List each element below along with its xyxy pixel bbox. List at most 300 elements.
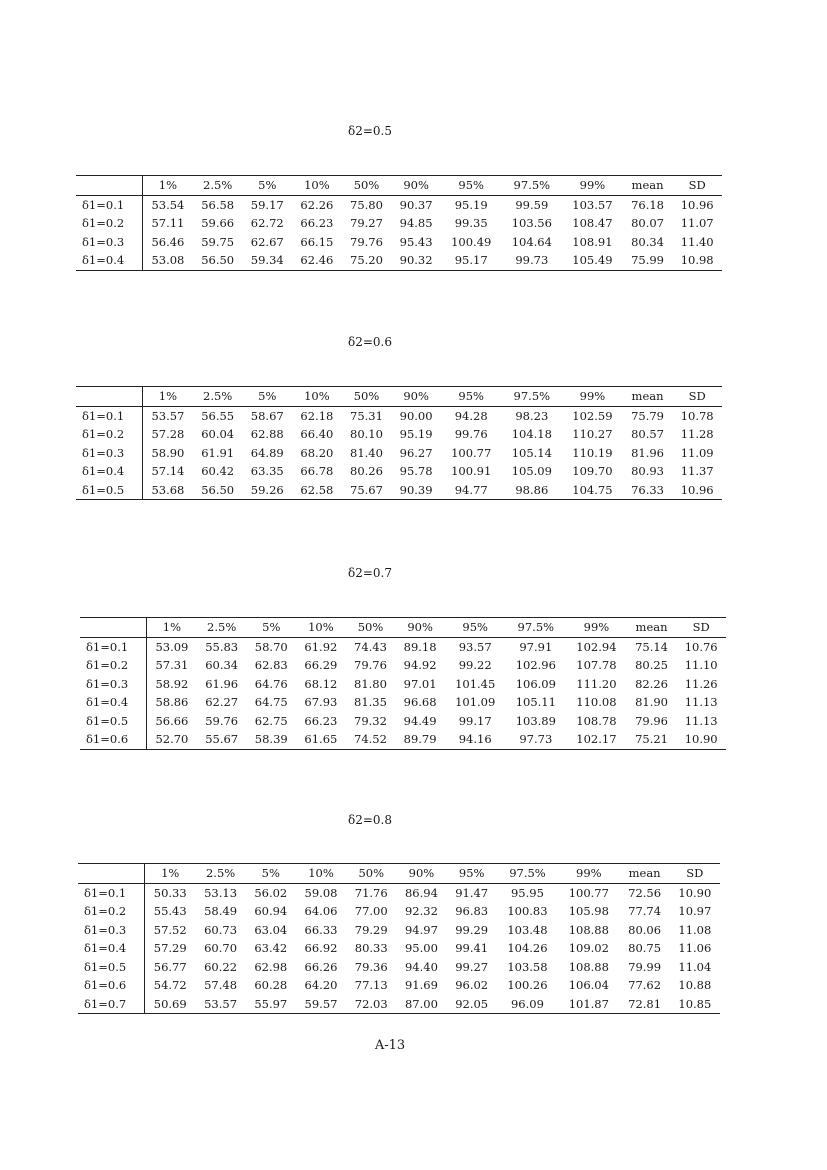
- table-cell: 106.09: [515, 676, 556, 691]
- table-cell: 80.93: [631, 464, 664, 478]
- row-label: δ1=0.1: [76, 195, 143, 214]
- column-header: 90%: [391, 387, 441, 407]
- table-cell: 53.09: [155, 639, 189, 654]
- table-cell: 10.88: [678, 978, 712, 992]
- table-cell: 63.35: [250, 464, 284, 478]
- table-cell: 80.10: [350, 427, 383, 441]
- column-header: 1%: [147, 618, 197, 638]
- table-row: [78, 976, 720, 995]
- table-cell: 111.20: [576, 676, 617, 691]
- table-cell: 57.11: [151, 216, 185, 230]
- row-label: δ1=0.4: [80, 693, 147, 712]
- table-cell: 57.31: [155, 658, 189, 672]
- table-cell: 81.90: [635, 695, 668, 709]
- table-cell: 11.04: [678, 959, 712, 974]
- table-cell: 59.17: [250, 197, 284, 212]
- table-row: [76, 214, 722, 233]
- row-label: δ1=0.1: [80, 637, 147, 656]
- table-cell: 80.26: [350, 464, 383, 478]
- table-cell: 104.64: [511, 234, 552, 249]
- table-cell: 53.57: [195, 995, 245, 1014]
- table-cell: 99.27: [455, 959, 489, 974]
- table-cell: 61.91: [201, 445, 235, 460]
- table-cell: 82.26: [635, 676, 668, 691]
- table-cell: 102.59: [572, 408, 613, 423]
- table-row: [76, 481, 722, 500]
- row-label: δ1=0.2: [76, 425, 143, 444]
- table-cell: 50.69: [145, 995, 196, 1014]
- table-cell: 108.88: [568, 959, 609, 974]
- table-cell: 89.79: [395, 730, 445, 749]
- table-cell: 60.34: [205, 658, 239, 672]
- table-cell: 56.55: [201, 408, 235, 423]
- table-cell: 64.06: [304, 904, 338, 918]
- table-row: [76, 425, 722, 444]
- column-header: 50%: [342, 176, 392, 196]
- stats-table: [76, 386, 722, 500]
- table-cell: 105.49: [562, 251, 623, 270]
- table-cell: 57.48: [204, 978, 238, 992]
- table-cell: 66.92: [304, 941, 338, 955]
- table-cell: 56.50: [193, 481, 243, 500]
- table-cell: 108.47: [572, 216, 613, 230]
- column-header: 95%: [445, 618, 506, 638]
- table-cell: 95.17: [441, 251, 502, 270]
- page-number: A-13: [374, 1038, 406, 1053]
- table-cell: 11.07: [680, 216, 714, 230]
- table-cell: 71.76: [354, 885, 388, 900]
- table-cell: 57.52: [153, 922, 187, 937]
- table-cell: 10.76: [684, 639, 718, 654]
- table-cell: 60.70: [204, 941, 238, 955]
- table-cell: 66.33: [304, 922, 338, 937]
- table-cell: 64.76: [254, 676, 288, 691]
- table-cell: 64.20: [304, 978, 338, 992]
- header-corner: [76, 176, 143, 196]
- table-cell: 103.56: [511, 216, 552, 230]
- table-cell: 90.37: [399, 197, 433, 212]
- row-label: δ1=0.2: [78, 902, 145, 921]
- table-cell: 10.96: [680, 197, 714, 212]
- table-cell: 11.10: [684, 658, 718, 672]
- table-cell: 87.00: [396, 995, 446, 1014]
- table-cell: 101.09: [455, 695, 496, 709]
- table-cell: 95.19: [454, 197, 488, 212]
- table-cell: 95.78: [399, 464, 433, 478]
- header-row: [76, 387, 722, 407]
- table-cell: 94.77: [441, 481, 502, 500]
- table-row: [80, 675, 726, 694]
- table-row: [80, 730, 726, 749]
- table-cell: 102.17: [566, 730, 627, 749]
- table-row: [78, 939, 720, 958]
- table-cell: 74.43: [354, 639, 387, 654]
- table-cell: 103.89: [515, 713, 556, 728]
- column-header: SD: [672, 387, 722, 407]
- header-row: [76, 176, 722, 196]
- table-row: [78, 883, 720, 902]
- table-cell: 59.26: [242, 481, 292, 500]
- table-cell: 57.14: [151, 464, 185, 478]
- table-cell: 60.22: [204, 959, 238, 974]
- table-cell: 61.96: [205, 676, 239, 691]
- column-header: mean: [627, 618, 677, 638]
- table-title: δ2=0.6: [348, 335, 392, 349]
- table-cell: 59.75: [201, 234, 235, 249]
- table-cell: 103.57: [572, 197, 613, 212]
- column-header: SD: [672, 176, 722, 196]
- table-row: [80, 693, 726, 712]
- table-row: [76, 233, 722, 252]
- table-cell: 76.18: [631, 197, 664, 212]
- table-cell: 60.94: [254, 904, 288, 918]
- table-cell: 98.23: [515, 408, 549, 423]
- table-cell: 11.40: [680, 234, 714, 249]
- table-cell: 107.78: [576, 658, 617, 672]
- table-cell: 62.26: [300, 197, 334, 212]
- table-cell: 93.57: [458, 639, 492, 654]
- row-label: δ1=0.1: [76, 406, 143, 425]
- row-label: δ1=0.3: [80, 675, 147, 694]
- table-row: [76, 251, 722, 270]
- table-cell: 60.28: [254, 978, 288, 992]
- table-cell: 95.00: [404, 941, 438, 955]
- row-label: δ1=0.3: [76, 444, 143, 463]
- table-cell: 100.77: [451, 445, 492, 460]
- table-row: [76, 444, 722, 463]
- table-cell: 91.69: [404, 978, 438, 992]
- table-cell: 99.17: [458, 713, 492, 728]
- table-cell: 90.39: [391, 481, 441, 500]
- table-cell: 80.25: [635, 658, 668, 672]
- table-cell: 90.32: [391, 251, 441, 270]
- table-cell: 99.35: [454, 216, 488, 230]
- header-row: [80, 618, 726, 638]
- row-label: δ1=0.7: [78, 995, 145, 1014]
- table-cell: 63.04: [254, 922, 288, 937]
- column-header: 5%: [242, 176, 292, 196]
- table-cell: 80.57: [631, 427, 664, 441]
- column-header: 90%: [396, 864, 446, 884]
- table-cell: 11.37: [680, 464, 714, 478]
- table-cell: 89.18: [403, 639, 437, 654]
- row-label: δ1=0.6: [78, 976, 145, 995]
- table-cell: 108.88: [568, 922, 609, 937]
- table-cell: 57.28: [151, 427, 185, 441]
- table-row: [80, 712, 726, 731]
- table-cell: 66.23: [300, 216, 334, 230]
- table-cell: 104.18: [511, 427, 552, 441]
- table-cell: 108.78: [576, 713, 617, 728]
- table-cell: 75.99: [623, 251, 673, 270]
- column-header: 99%: [562, 176, 623, 196]
- table-row: [76, 462, 722, 481]
- table-row: [80, 656, 726, 675]
- row-label: δ1=0.2: [80, 656, 147, 675]
- row-label: δ1=0.4: [76, 251, 143, 270]
- table-cell: 77.00: [354, 904, 388, 918]
- table-cell: 96.09: [497, 995, 558, 1014]
- table-cell: 77.74: [628, 904, 662, 918]
- table-cell: 81.96: [631, 445, 664, 460]
- column-header: 95%: [441, 387, 502, 407]
- table-cell: 64.89: [250, 445, 284, 460]
- table-cell: 72.81: [620, 995, 670, 1014]
- table-title: δ2=0.7: [348, 566, 392, 580]
- column-header: 90%: [395, 618, 445, 638]
- table-cell: 105.14: [511, 445, 552, 460]
- table-cell: 96.02: [455, 978, 489, 992]
- column-header: 5%: [246, 618, 296, 638]
- table-cell: 11.13: [684, 695, 718, 709]
- row-label: δ1=0.6: [80, 730, 147, 749]
- table-cell: 53.08: [143, 251, 193, 270]
- table-cell: 58.39: [246, 730, 296, 749]
- table-row: [78, 902, 720, 921]
- column-header: 10%: [296, 618, 346, 638]
- table-cell: 66.26: [304, 959, 338, 974]
- table-cell: 109.70: [572, 464, 613, 478]
- table-title: δ2=0.8: [348, 813, 392, 827]
- table-row: [76, 406, 722, 425]
- table-cell: 96.27: [399, 445, 433, 460]
- table-cell: 80.06: [628, 922, 662, 937]
- header-corner: [76, 387, 143, 407]
- table-cell: 56.02: [254, 885, 288, 900]
- table-cell: 11.26: [684, 676, 718, 691]
- table-cell: 109.02: [568, 941, 609, 955]
- table-cell: 81.35: [354, 695, 387, 709]
- row-label: δ1=0.4: [78, 939, 145, 958]
- row-label: δ1=0.4: [76, 462, 143, 481]
- table-cell: 77.13: [354, 978, 388, 992]
- table-cell: 56.77: [153, 959, 187, 974]
- table-cell: 79.27: [350, 216, 383, 230]
- table-cell: 66.23: [304, 713, 338, 728]
- row-label: δ1=0.1: [78, 883, 145, 902]
- table-cell: 103.48: [507, 922, 548, 937]
- table-cell: 79.32: [354, 713, 387, 728]
- table-cell: 66.40: [300, 427, 334, 441]
- column-header: 99%: [558, 864, 619, 884]
- table-cell: 95.43: [399, 234, 433, 249]
- column-header: 2.5%: [195, 864, 245, 884]
- table-cell: 100.77: [568, 885, 609, 900]
- table-cell: 80.75: [628, 941, 662, 955]
- table-cell: 100.91: [451, 464, 492, 478]
- column-header: 2.5%: [197, 618, 247, 638]
- table-cell: 105.11: [515, 695, 556, 709]
- table-cell: 104.26: [507, 941, 548, 955]
- table-cell: 59.66: [201, 216, 235, 230]
- table-cell: 10.78: [680, 408, 714, 423]
- table-cell: 105.09: [511, 464, 552, 478]
- table-cell: 80.33: [354, 941, 388, 955]
- column-header: 10%: [296, 864, 346, 884]
- table-cell: 55.97: [246, 995, 296, 1014]
- table-cell: 79.76: [354, 658, 387, 672]
- column-header: 95%: [447, 864, 497, 884]
- table-cell: 80.07: [631, 216, 664, 230]
- table-cell: 63.42: [254, 941, 288, 955]
- table-cell: 62.98: [254, 959, 288, 974]
- table-cell: 110.27: [572, 427, 613, 441]
- header-corner: [78, 864, 145, 884]
- table-cell: 95.95: [510, 885, 544, 900]
- table-cell: 76.33: [623, 481, 673, 500]
- table-cell: 100.49: [451, 234, 492, 249]
- column-header: 97.5%: [502, 387, 563, 407]
- table-cell: 75.14: [635, 639, 668, 654]
- table-cell: 11.13: [684, 713, 718, 728]
- table-cell: 55.67: [197, 730, 247, 749]
- table-cell: 66.29: [304, 658, 338, 672]
- row-label: δ1=0.5: [78, 958, 145, 977]
- table-cell: 81.40: [350, 445, 383, 460]
- table-cell: 110.19: [572, 445, 613, 460]
- column-header: 2.5%: [193, 387, 243, 407]
- table-cell: 94.97: [404, 922, 438, 937]
- table-cell: 105.98: [568, 904, 609, 918]
- column-header: 90%: [391, 176, 441, 196]
- column-header: SD: [676, 618, 726, 638]
- table-cell: 101.45: [455, 676, 496, 691]
- table-cell: 74.52: [346, 730, 396, 749]
- column-header: mean: [623, 176, 673, 196]
- table-cell: 58.90: [151, 445, 185, 460]
- table-cell: 64.75: [254, 695, 288, 709]
- table-cell: 67.93: [304, 695, 338, 709]
- table-cell: 59.57: [296, 995, 346, 1014]
- table-cell: 75.31: [350, 408, 383, 423]
- table-cell: 62.75: [254, 713, 288, 728]
- table-cell: 62.18: [300, 408, 334, 423]
- table-cell: 58.49: [204, 904, 238, 918]
- table-cell: 99.76: [454, 427, 488, 441]
- column-header: 97.5%: [506, 618, 567, 638]
- table-cell: 94.28: [454, 408, 488, 423]
- column-header: 97.5%: [502, 176, 563, 196]
- table-cell: 62.67: [250, 234, 284, 249]
- table-cell: 57.29: [153, 941, 187, 955]
- table-cell: 97.91: [519, 639, 553, 654]
- table-cell: 75.21: [627, 730, 677, 749]
- table-cell: 75.20: [342, 251, 392, 270]
- column-header: 10%: [292, 176, 342, 196]
- table-cell: 97.01: [403, 676, 437, 691]
- table-cell: 56.50: [193, 251, 243, 270]
- table-cell: 99.22: [458, 658, 492, 672]
- table-cell: 53.68: [143, 481, 193, 500]
- header-corner: [80, 618, 147, 638]
- table-cell: 55.83: [205, 639, 239, 654]
- table-cell: 106.04: [568, 978, 609, 992]
- table-cell: 54.72: [153, 978, 187, 992]
- table-cell: 97.73: [506, 730, 567, 749]
- table-cell: 79.96: [635, 713, 668, 728]
- row-label: δ1=0.5: [76, 481, 143, 500]
- table-cell: 102.94: [576, 639, 617, 654]
- column-header: 97.5%: [497, 864, 558, 884]
- table-cell: 102.96: [515, 658, 556, 672]
- column-header: 99%: [562, 387, 623, 407]
- table-cell: 103.58: [507, 959, 548, 974]
- table-cell: 94.92: [403, 658, 437, 672]
- table-cell: 98.86: [502, 481, 563, 500]
- table-cell: 53.13: [204, 885, 238, 900]
- table-cell: 58.67: [250, 408, 284, 423]
- table-cell: 92.05: [447, 995, 497, 1014]
- table-row: [78, 995, 720, 1014]
- column-header: 50%: [342, 387, 392, 407]
- table-cell: 58.92: [155, 676, 189, 691]
- table-cell: 79.29: [354, 922, 388, 937]
- table-cell: 99.59: [515, 197, 549, 212]
- table-cell: 68.12: [304, 676, 338, 691]
- row-label: δ1=0.2: [76, 214, 143, 233]
- table-cell: 77.62: [628, 978, 662, 992]
- table-cell: 11.06: [678, 941, 712, 955]
- table-cell: 50.33: [153, 885, 187, 900]
- table-cell: 10.97: [678, 904, 712, 918]
- row-label: δ1=0.5: [80, 712, 147, 731]
- table-cell: 58.70: [254, 639, 288, 654]
- table-cell: 86.94: [404, 885, 438, 900]
- table-cell: 62.88: [250, 427, 284, 441]
- table-cell: 91.47: [455, 885, 489, 900]
- table-cell: 59.08: [304, 885, 338, 900]
- table-cell: 56.46: [151, 234, 185, 249]
- table-cell: 62.83: [254, 658, 288, 672]
- column-header: 50%: [346, 618, 396, 638]
- table-cell: 75.67: [342, 481, 392, 500]
- table-cell: 75.80: [350, 197, 383, 212]
- table-cell: 11.09: [680, 445, 714, 460]
- table-cell: 60.42: [201, 464, 235, 478]
- table-cell: 60.73: [204, 922, 238, 937]
- table-cell: 11.08: [678, 922, 712, 937]
- table-cell: 99.73: [502, 251, 563, 270]
- table-cell: 72.56: [628, 885, 662, 900]
- stats-table: [78, 863, 720, 1014]
- row-label: δ1=0.3: [78, 921, 145, 940]
- column-header: 99%: [566, 618, 627, 638]
- table-cell: 61.92: [304, 639, 338, 654]
- header-row: [78, 864, 720, 884]
- table-row: [80, 637, 726, 656]
- table-row: [78, 958, 720, 977]
- column-header: 5%: [242, 387, 292, 407]
- table-cell: 59.34: [242, 251, 292, 270]
- table-cell: 99.41: [455, 941, 489, 955]
- table-cell: 100.83: [507, 904, 548, 918]
- table-cell: 94.85: [399, 216, 433, 230]
- table-cell: 66.78: [300, 464, 334, 478]
- table-cell: 94.40: [404, 959, 438, 974]
- table-cell: 10.90: [678, 885, 712, 900]
- table-cell: 81.80: [354, 676, 387, 691]
- row-label: δ1=0.3: [76, 233, 143, 252]
- column-header: 5%: [246, 864, 296, 884]
- table-cell: 94.16: [445, 730, 506, 749]
- table-cell: 95.19: [399, 427, 433, 441]
- table-cell: 10.98: [672, 251, 722, 270]
- table-cell: 79.99: [628, 959, 662, 974]
- column-header: 1%: [143, 387, 193, 407]
- table-cell: 10.90: [676, 730, 726, 749]
- table-cell: 99.29: [455, 922, 489, 937]
- stats-table: [80, 617, 726, 750]
